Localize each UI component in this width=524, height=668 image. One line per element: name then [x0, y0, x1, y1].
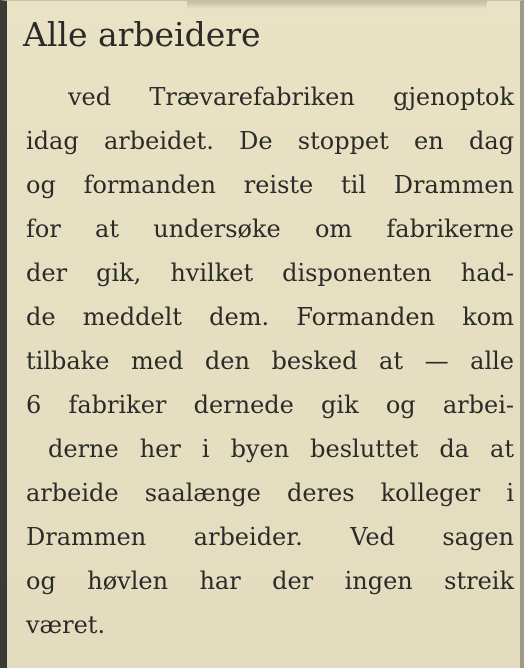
article-line: der gik, hvilket disponenten had-: [26, 259, 514, 287]
article-line: været.: [26, 611, 106, 639]
article-line: idag arbeidet. De stoppet en dag: [26, 127, 514, 155]
article-line: ved Trævarefabriken gjenoptok: [68, 83, 514, 111]
article-line: tilbake med den besked at — alle: [26, 347, 514, 375]
article-heading: Alle arbeidere: [23, 15, 261, 54]
article-body: [26, 75, 514, 647]
article-line: arbeide saalænge deres kolleger i: [26, 479, 514, 507]
bleed-through-mark: [187, 1, 487, 9]
article-line: Drammen arbeider. Ved sagen: [26, 523, 514, 551]
article-line: og formanden reiste til Drammen: [26, 171, 514, 199]
article-line: 6 fabriker dernede gik og arbei-: [26, 391, 514, 419]
article-line: og høvlen har der ingen streik: [26, 567, 514, 595]
article-line: for at undersøke om fabrikerne: [26, 215, 514, 243]
article-line: derne her i byen besluttet da at: [48, 435, 514, 463]
article-line: de meddelt dem. Formanden kom: [26, 303, 514, 331]
